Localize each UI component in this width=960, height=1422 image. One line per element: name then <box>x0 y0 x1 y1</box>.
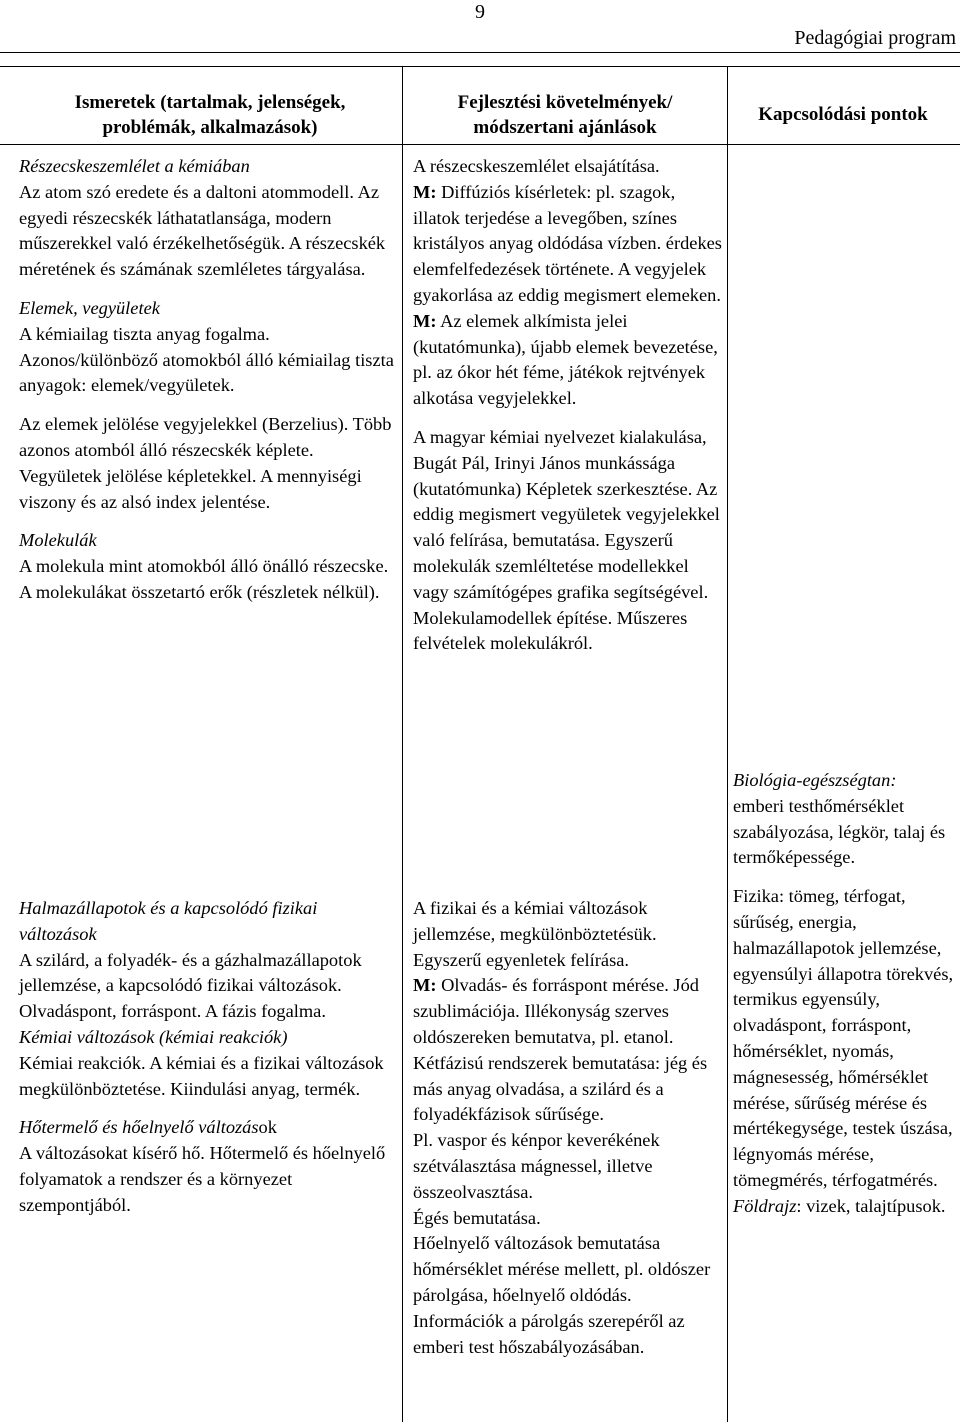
page-number: 9 <box>475 1 485 23</box>
section-title-reactions: Kémiai változások (kémiai reakciók) <box>19 1026 288 1047</box>
connection-geography-text: : vizek, talajtípusok. <box>796 1195 946 1216</box>
req-nomenclature: A magyar kémiai nyelvezet kialakulása, Bugát Pál, Irinyi János munkássága (kutatómunka) Képletek szerkesztése. Az eddig megismert vegyületek vegyjelekkel való felírása, bemutatása. Egyszerű molekulák szemléltetése modellekkel vagy számítógépes grafika segítségével. Molekulamodellek építése. Műszeres felvételek molekulákról. <box>413 426 720 654</box>
section-text-heat: A változásokat kísérő hő. Hőtermelő és hőelnyelő folyamatok a rendszer és a környezet szempontjából. <box>19 1143 386 1215</box>
req-diffusion <box>413 180 723 309</box>
requirements-column <box>413 154 723 657</box>
req-melting <box>413 973 723 1128</box>
connection-physics: Fizika: tömeg, térfogat, sűrűség, energia, halmazállapotok jellemzése, egyensúlyi állapotra törekvés, termikus egyensúly, olvadáspont, forráspont, hőmérséklet, nyomás, mágnesesség, hőmérséklet mérése, sűrűség mérése és mértékegysége, testek úszása, légnyomás mérése, tömegmérés, térfogatmérés. <box>733 886 954 1190</box>
header-cell-content: Ismeretek (tartalmak, jelenségek, problémák, alkalmazások) <box>74 92 346 138</box>
section-text-elements: A kémiailag tiszta anyag fogalma. Azonos/különböző atomokból álló kémiailag tiszta anyagok: elemek/vegyületek. <box>19 323 394 396</box>
req-combustion: Égés bemutatása. <box>413 1207 541 1228</box>
req-alchemy-text: Az elemek alkímista jelei (kutatómunka), újabb elemek bevezetése, pl. az ókor hét féme, játékok rejtvények alkotása vegyjelekkel. <box>413 310 718 409</box>
column-divider-1 <box>402 66 403 1422</box>
method-label: M: <box>413 975 437 996</box>
req-melting-text: Olvadás- és forráspont mérése. Jód szublimációja. Illékonyság szerves oldószereken bemutatva, pl. etanol. Kétfázisú rendszerek bemutatása: jég és más anyag olvadása, a szilárd és a folyadékfázisok sűrűsége. <box>413 975 708 1125</box>
section-text-states: A szilárd, a folyadék- és a gázhalmazállapotok jellemzése, a kapcsolódó fizikai változások. Olvadáspont, forráspont. A fázis fogalma. <box>19 949 362 1022</box>
section-text-molecules: A molekula mint atomokból álló önálló részecske. A molekulákat összetartó erők (részletek nélkül). <box>19 556 389 602</box>
header-cell-connections: Kapcsolódási pontok <box>758 104 928 125</box>
table-header-bottom-border <box>0 144 960 145</box>
section-text-particle-view: Az atom szó eredete és a daltoni atommodell. Az egyedi részecskék láthatatlansága, modern műszerekkel való érzékelhetőségük. A részecskék méretének és számának szemléletes tárgyalása. <box>19 181 386 280</box>
section-text-reactions: Kémiai reakciók. A kémiai és a fizikai változások megkülönböztetése. Kiindulási anyag, termék. <box>19 1052 384 1099</box>
running-header: Pedagógiai program <box>794 27 956 49</box>
column-divider-2 <box>727 66 728 1422</box>
req-separation: Pl. vaspor és kénpor keverékének szétválasztása mágnessel, illetve összeolvasztása. <box>413 1130 660 1202</box>
req-changes: A fizikai és a kémiai változások jellemzése, megkülönböztetésük. Egyszerű egyenletek felírása. <box>413 898 657 970</box>
method-label: M: <box>413 310 437 331</box>
req-diffusion-text: Diffúziós kísérletek: pl. szagok, illatok terjedése a levegőben, színes kristályos anyag oldódása vízben. érdekes elemfelfedezések története. A vegyjelek gyakorlása az eddig megismert elemeken. <box>413 181 722 305</box>
connections-column <box>733 768 955 1220</box>
connection-geography-title: Földrajz <box>733 1195 797 1216</box>
header-cell-requirements: Fejlesztési követelmények/ módszertani ajánlások <box>457 92 673 138</box>
connection-biology-text: emberi testhőmérséklet szabályozása, légkör, talaj és termőképessége. <box>733 795 946 868</box>
section-title-heat-main: Hőtermelő és hőelnyelő változás <box>19 1117 259 1138</box>
header-rule <box>0 52 960 53</box>
section-title-states: Halmazállapotok és a kapcsolódó fizikai változások <box>19 898 318 944</box>
method-label: M: <box>413 181 437 202</box>
section-title-molecules: Molekulák <box>19 530 97 551</box>
content-column <box>19 154 397 606</box>
section-text-symbols: Az elemek jelölése vegyjelekkel (Berzelius). Több azonos atomból álló részecskék képlete. Vegyületek jelölése képletekkel. A mennyiségi viszony és az alsó index jelentése. <box>19 414 392 512</box>
section-title-heat <box>19 1115 397 1141</box>
req-particle-view: A részecskeszemlélet elsajátítása. <box>413 156 660 176</box>
content-column-lower <box>19 896 397 1219</box>
section-title-particle-view: Részecskeszemlélet a kémiában <box>19 156 250 176</box>
connection-biology-title: Biológia-egészségtan: <box>733 770 897 790</box>
table-top-border <box>0 66 960 67</box>
req-alchemy <box>413 309 723 412</box>
section-title-heat-suffix: ok <box>258 1117 277 1138</box>
connection-geography <box>733 1194 955 1220</box>
section-title-elements: Elemek, vegyületek <box>19 297 160 318</box>
req-endothermic: Hőelnyelő változások bemutatása hőmérséklet mérése mellett, pl. oldószer párolgása, hőelnyelő oldódás. Információk a párolgás szerepéről az emberi test hőszabályozásában. <box>413 1233 711 1357</box>
requirements-column-lower <box>413 896 723 1360</box>
